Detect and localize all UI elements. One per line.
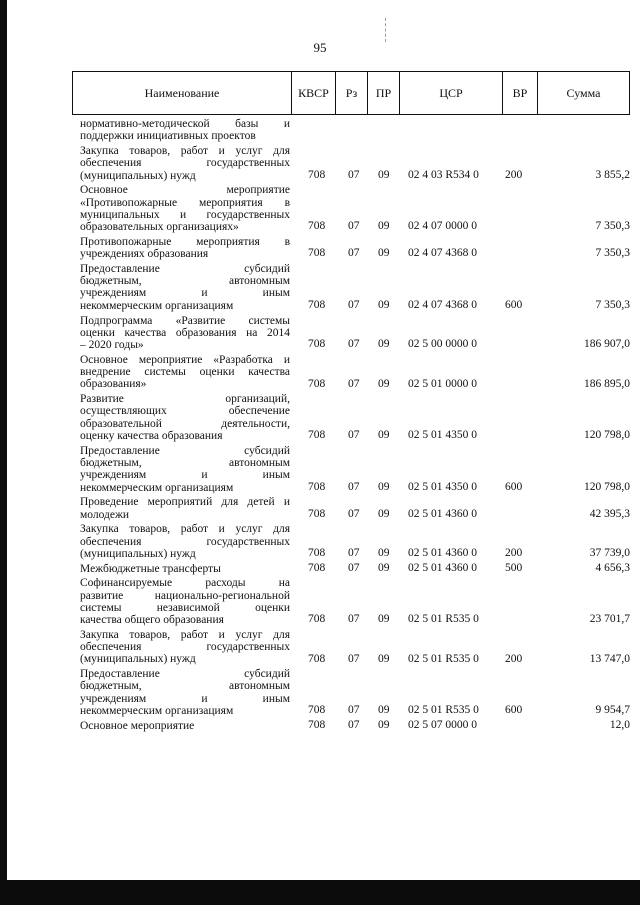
cell-sum: 9 954,7 [595, 704, 630, 717]
cell-csr: 02 5 01 4360 0 [408, 547, 477, 560]
cell-vr: 200 [505, 652, 523, 665]
row-name-line: учреждениям и иным [80, 692, 290, 705]
table-row [80, 577, 630, 626]
cell-csr: 02 4 07 0000 0 [408, 220, 477, 233]
cell-rz: 07 [348, 561, 360, 574]
row-name-line: образовательной деятельности, [80, 417, 290, 430]
table-row [80, 118, 630, 143]
cell-csr: 02 5 01 R535 0 [408, 652, 479, 665]
row-name-line: Закупка товаров, работ и услуг для [80, 628, 290, 641]
row-name-line: Развитие организаций, [80, 393, 290, 406]
row-name-line: Основное мероприятие «Разработка и [80, 353, 290, 366]
cell-rz: 07 [348, 247, 360, 260]
cell-rz: 07 [348, 704, 360, 717]
cell-kvsr: 708 [308, 613, 326, 626]
cell-kvsr: 708 [308, 377, 326, 390]
cell-vr: 600 [505, 299, 523, 312]
cell-kvsr: 708 [308, 561, 326, 574]
cell-sum: 7 350,3 [595, 299, 630, 312]
row-name-line: оценку качества образования [80, 429, 223, 442]
row-name-line: Проведение мероприятий для детей и [80, 496, 290, 509]
cell-rz: 07 [348, 719, 360, 732]
col-header-sum: Сумма [537, 72, 629, 114]
row-name-line: Основное мероприятие [80, 719, 195, 732]
cell-vr: 200 [505, 168, 523, 181]
cell-vr: 200 [505, 547, 523, 560]
row-name-line: муниципальных и государственных [80, 208, 290, 221]
cell-pr: 09 [378, 299, 390, 312]
table-row [80, 263, 630, 312]
cell-pr: 09 [378, 507, 390, 520]
cell-sum: 7 350,3 [595, 220, 630, 233]
cell-sum: 13 747,0 [589, 652, 630, 665]
cell-rz: 07 [348, 220, 360, 233]
cell-pr: 09 [378, 429, 390, 442]
cell-rz: 07 [348, 429, 360, 442]
page-number: 95 [313, 40, 327, 55]
cell-csr: 02 5 01 4360 0 [408, 507, 477, 520]
cell-pr: 09 [378, 719, 390, 732]
cell-sum: 186 895,0 [584, 377, 630, 390]
row-name-line: учреждениям и иным [80, 287, 290, 300]
scan-dash-mark [385, 18, 386, 42]
col-header-kvsr: КВСР [291, 72, 335, 114]
row-name-line: некоммерческим организациям [80, 705, 234, 718]
row-name [80, 145, 290, 182]
cell-sum: 42 395,3 [589, 507, 630, 520]
row-name-line: (муниципальных) нужд [80, 653, 196, 666]
row-name [80, 263, 290, 312]
cell-sum: 37 739,0 [589, 547, 630, 560]
cell-pr: 09 [378, 480, 390, 493]
cell-pr: 09 [378, 613, 390, 626]
row-name [80, 184, 290, 233]
col-header-vr: ВР [502, 72, 537, 114]
row-name-line: Основное мероприятие [80, 184, 290, 197]
row-name-line: (муниципальных) нужд [80, 169, 196, 182]
table-row [80, 236, 630, 261]
cell-pr: 09 [378, 168, 390, 181]
cell-rz: 07 [348, 168, 360, 181]
row-name-line: бюджетным, автономным [80, 680, 290, 693]
cell-kvsr: 708 [308, 429, 326, 442]
cell-csr: 02 4 03 R534 0 [408, 168, 479, 181]
table-row [80, 354, 630, 391]
cell-vr: 600 [505, 480, 523, 493]
cell-pr: 09 [378, 247, 390, 260]
row-name [80, 563, 290, 575]
row-name [80, 720, 290, 732]
row-name-line: образования» [80, 378, 147, 391]
cell-kvsr: 708 [308, 220, 326, 233]
cell-pr: 09 [378, 547, 390, 560]
row-name-line: Подпрограмма «Развитие системы [80, 314, 290, 327]
cell-sum: 120 798,0 [584, 429, 630, 442]
cell-csr: 02 4 07 4368 0 [408, 247, 477, 260]
cell-rz: 07 [348, 507, 360, 520]
col-header-rz: Рз [335, 72, 367, 114]
cell-kvsr: 708 [308, 652, 326, 665]
cell-kvsr: 708 [308, 507, 326, 520]
table-row [80, 668, 630, 717]
row-name-line: бюджетным, автономным [80, 275, 290, 288]
cell-csr: 02 5 01 4350 0 [408, 429, 477, 442]
cell-vr: 500 [505, 561, 523, 574]
cell-csr: 02 5 01 R535 0 [408, 613, 479, 626]
row-name [80, 523, 290, 560]
cell-csr: 02 5 01 R535 0 [408, 704, 479, 717]
cell-rz: 07 [348, 613, 360, 626]
cell-csr: 02 5 01 4350 0 [408, 480, 477, 493]
cell-csr: 02 5 07 0000 0 [408, 719, 477, 732]
cell-pr: 09 [378, 561, 390, 574]
table-row [80, 393, 630, 442]
cell-pr: 09 [378, 338, 390, 351]
table-row [80, 145, 630, 182]
table-header [72, 71, 630, 115]
table-row [80, 563, 630, 575]
row-name [80, 577, 290, 626]
row-name-line: оценки качества образования на 2014 [80, 326, 290, 339]
cell-kvsr: 708 [308, 299, 326, 312]
cell-kvsr: 708 [308, 547, 326, 560]
row-name-line: осуществляющих обеспечение [80, 405, 290, 418]
cell-rz: 07 [348, 299, 360, 312]
cell-rz: 07 [348, 652, 360, 665]
row-name [80, 118, 290, 143]
table-row [80, 184, 630, 233]
row-name-line: (муниципальных) нужд [80, 547, 196, 560]
table-row [80, 720, 630, 732]
row-name-line: некоммерческим организациям [80, 481, 234, 494]
row-name-line: Предоставление субсидий [80, 444, 290, 457]
row-name-line: Противопожарные мероприятия в [80, 235, 290, 248]
cell-csr: 02 5 01 4360 0 [408, 561, 477, 574]
cell-kvsr: 708 [308, 704, 326, 717]
row-name-line: внедрение системы оценки качества [80, 366, 290, 379]
col-header-csr: ЦСР [399, 72, 502, 114]
row-name [80, 354, 290, 391]
row-name-line: бюджетным, автономным [80, 456, 290, 469]
cell-rz: 07 [348, 480, 360, 493]
row-name [80, 445, 290, 494]
cell-kvsr: 708 [308, 247, 326, 260]
row-name [80, 393, 290, 442]
cell-pr: 09 [378, 652, 390, 665]
cell-sum: 3 855,2 [595, 168, 630, 181]
cell-rz: 07 [348, 547, 360, 560]
row-name-line: развитие национально-региональной [80, 589, 290, 602]
cell-vr: 600 [505, 704, 523, 717]
row-name [80, 315, 290, 352]
cell-sum: 7 350,3 [595, 247, 630, 260]
row-name [80, 236, 290, 261]
row-name-line: нормативно-методической базы и [80, 118, 290, 130]
row-name-line: «Противопожарные мероприятия в [80, 196, 290, 209]
row-name-line: некоммерческим организациям [80, 299, 234, 312]
cell-kvsr: 708 [308, 338, 326, 351]
row-name-line: обеспечения государственных [80, 157, 290, 170]
row-name-line: Закупка товаров, работ и услуг для [80, 145, 290, 157]
row-name-line: учреждениям и иным [80, 469, 290, 482]
table-row [80, 629, 630, 666]
row-name-line: учреждениях образования [80, 248, 209, 261]
row-name-line: Софинансируемые расходы на [80, 577, 290, 590]
row-name [80, 629, 290, 666]
cell-kvsr: 708 [308, 480, 326, 493]
row-name-line: обеспечения государственных [80, 641, 290, 654]
table-row [80, 496, 630, 521]
scan-bottom-edge [0, 880, 640, 905]
row-name-line: Закупка товаров, работ и услуг для [80, 523, 290, 536]
row-name-line: – 2020 годы» [80, 339, 144, 352]
cell-sum: 12,0 [609, 719, 630, 732]
table-row [80, 445, 630, 494]
row-name-line: обеспечения государственных [80, 535, 290, 548]
row-name-line: Предоставление субсидий [80, 668, 290, 681]
row-name-line: Межбюджетные трансферты [80, 562, 221, 575]
cell-sum: 4 656,3 [595, 561, 630, 574]
row-name-line: поддержки инициативных проектов [80, 130, 256, 143]
cell-pr: 09 [378, 704, 390, 717]
col-header-name: Наименование [144, 86, 220, 100]
row-name-line: образовательных организациях» [80, 221, 239, 234]
col-header-pr: ПР [367, 72, 399, 114]
cell-sum: 186 907,0 [584, 338, 630, 351]
row-name-line: молодежи [80, 508, 130, 521]
row-name [80, 668, 290, 717]
cell-csr: 02 5 01 0000 0 [408, 377, 477, 390]
scan-left-edge [0, 0, 7, 905]
table-row [80, 315, 630, 352]
row-name-line: качества общего образования [80, 614, 224, 627]
cell-rz: 07 [348, 377, 360, 390]
row-name-line: Предоставление субсидий [80, 262, 290, 275]
cell-sum: 120 798,0 [584, 480, 630, 493]
cell-kvsr: 708 [308, 719, 326, 732]
cell-csr: 02 5 00 0000 0 [408, 338, 477, 351]
cell-pr: 09 [378, 220, 390, 233]
cell-csr: 02 4 07 4368 0 [408, 299, 477, 312]
cell-sum: 23 701,7 [589, 613, 630, 626]
cell-pr: 09 [378, 377, 390, 390]
row-name-line: системы независимой оценки [80, 601, 290, 614]
table-row [80, 523, 630, 560]
row-name [80, 496, 290, 521]
cell-rz: 07 [348, 338, 360, 351]
cell-kvsr: 708 [308, 168, 326, 181]
